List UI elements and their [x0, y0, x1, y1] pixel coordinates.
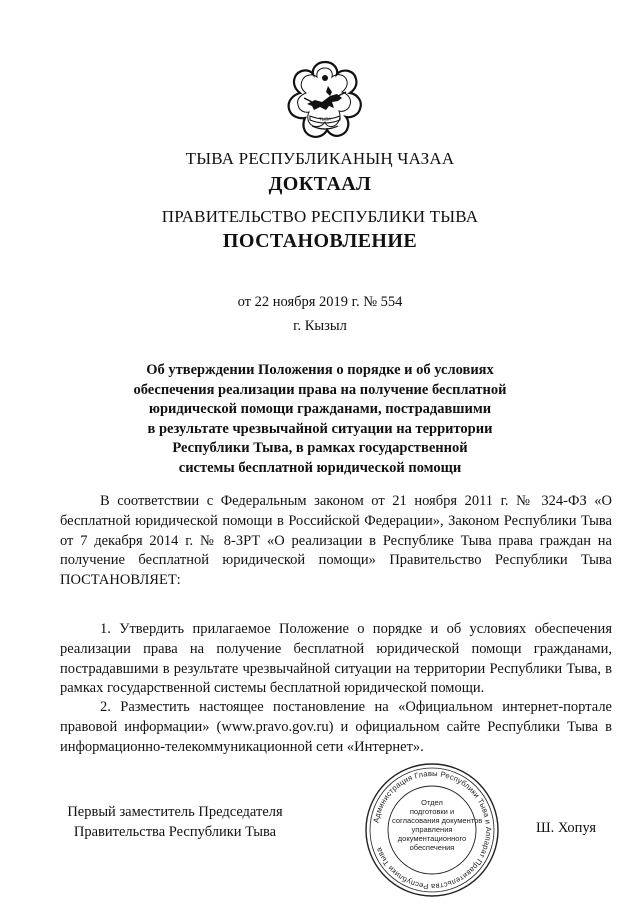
russian-government-heading: ПРАВИТЕЛЬСТВО РЕСПУБЛИКИ ТЫВА: [161, 207, 479, 226]
title-line: системы бесплатной юридической помощи: [178, 459, 462, 476]
stamp-line: Отдел: [421, 798, 443, 807]
stamp-line: обеспечения: [409, 843, 455, 852]
title-line: Об утверждении Положения о порядке и об условиях: [146, 362, 494, 378]
signatory-position-line: Первый заместитель Председателя: [67, 804, 283, 820]
tuvan-government-heading: ТЫВА РЕСПУБЛИКАНЫҢ ЧАЗАА: [185, 149, 455, 168]
signatory-position: [60, 802, 290, 842]
title-line: в результате чрезвычайной ситуации на территории: [147, 420, 493, 437]
tuvan-doc-type-heading: ДОКТААЛ: [268, 173, 372, 195]
stamp-line: согласования документов: [392, 816, 483, 825]
stamp-ring-text: Администрация Главы Республики Тыва и Аппарат Правительства Республики Тыва: [371, 768, 494, 892]
stamp-inner-text: [392, 798, 483, 852]
tuva-emblem-icon: [282, 56, 368, 142]
document-title: [100, 361, 540, 479]
item-2-paragraph: 2. Разместить настоящее постановление на «Официальном интернет-портале правовой информации» (www.pravo.gov.ru) и официальном сайте Республики Тыва в информационно-телекоммуникационной сети «Интернет».: [60, 699, 612, 755]
item-1-paragraph: 1. Утвердить прилагаемое Положение о порядке и об условиях обеспечения реализации права на получение бесплатной юридической помощи гражданами, пострадавшими в результате чрезвычайной ситуации на территории Республики Тыва, в рамках государственной системы бесплатной юридической помощи.: [60, 621, 612, 697]
stamp-line: управления: [411, 825, 453, 834]
preamble-paragraph: В соответствии с Федеральным законом от 21 ноября 2011 г. № 324-ФЗ «О бесплатной юридической помощи в Российской Федерации», Законом Республики Тыва от 7 декабря 2014 г. № 8-ЗРТ «О реализации в Республике Тыва права граждан на получение бесплатной юридической помощи» Правительство Республики Тыва ПОСТАНОВЛЯЕТ:: [60, 493, 612, 589]
document-city: г. Кызыл: [293, 318, 347, 334]
title-line: обеспечения реализации права на получение бесплатной: [133, 381, 507, 398]
title-line: юридической помощи гражданами, пострадавшими: [148, 401, 492, 418]
stamp-line: подготовки и: [409, 807, 455, 816]
signatory-name: Ш. Хопуя: [536, 820, 597, 836]
russian-doc-type-heading: ПОСТАНОВЛЕНИЕ: [222, 230, 418, 252]
title-line: Республики Тыва, в рамках государственной: [172, 440, 468, 457]
document-date-number: от 22 ноября 2019 г. № 554: [237, 294, 403, 310]
official-stamp: [362, 760, 502, 900]
signatory-position-line: Правительства Республики Тыва: [73, 824, 277, 840]
emblem-ribbon-text: ТЫВА: [319, 116, 331, 122]
stamp-line: документационного: [397, 834, 467, 843]
